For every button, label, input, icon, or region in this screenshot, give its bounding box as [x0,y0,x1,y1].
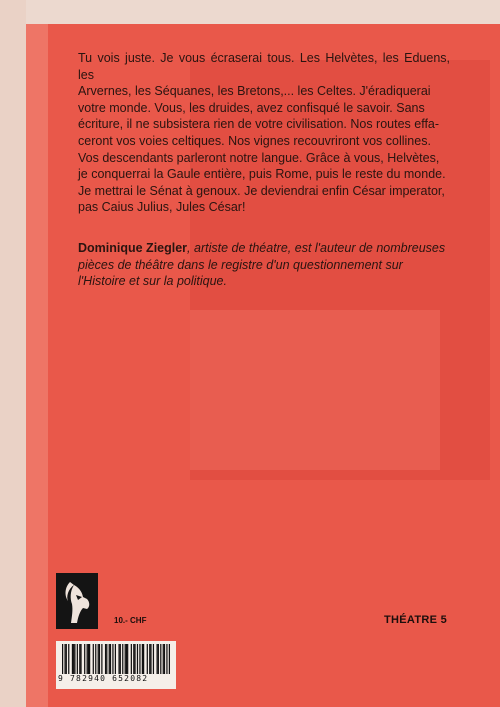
barcode-bar [149,644,150,674]
barcode-bar [74,644,75,674]
author-description: , artiste de théatre, est l'auteur de nombreuses pièces de théâtre dans le registre d'un questionnement sur l'Histoire et sur la politique. [78,241,446,289]
barcode-bar [115,644,116,674]
price-label: 10.- CHF [114,616,147,625]
collection-label: THÉATRE 5 [384,614,448,626]
barcode-bar [84,644,85,674]
barcode-bar [137,644,138,674]
barcode-bar [143,644,144,674]
barcode-bar [79,644,80,674]
barcode-bar [106,644,107,674]
barcode-bar [164,644,165,674]
barcode-bar [80,644,81,674]
barcode-bar [105,644,106,674]
barcode-bar [147,644,148,674]
barcode-bar [77,644,78,674]
publisher-logo [56,573,98,629]
author-name: Dominique Ziegler [78,241,188,255]
barcode-bar [101,644,102,674]
text-line: Je mettrai le Sénat à genoux. Je deviendrai enfin César imperator, [78,183,445,198]
barcode-bar [72,644,73,674]
text-line: Arvernes, les Séquanes, les Bretons,... les Celtes. J'éradiquerai [78,84,431,99]
barcode-bar [122,644,123,674]
barcode-bar [110,644,111,674]
barcode-bar [126,644,127,674]
text-line: écriture, il ne subsistera rien de votre civilisation. Nos routes effa- [78,117,440,132]
barcode-bar [88,644,89,674]
barcode-bar [62,644,63,674]
text-line: votre monde. Vous, les druides, avez confisqué le savoir. Sans [78,100,425,115]
barcode-bar [163,644,164,674]
barcode-bar [134,644,135,674]
text-line: pas Caius Julius, Jules César! [78,200,246,215]
barcode-bar [93,644,94,674]
barcode-bar [87,644,88,674]
barcode-bar [150,644,151,674]
barcode-bar [157,644,158,674]
barcode-bar [109,644,110,674]
red-left-strip [26,24,48,707]
barcode-bar [95,644,96,674]
red-texture-patch [190,310,440,470]
text-line: Vos descendants parleront notre langue. Grâce à vous, Helvètes, [78,150,440,165]
author-bio [78,240,450,290]
ibex-head-icon [56,573,98,629]
barcode-bar [89,644,90,674]
barcode-bars [62,644,182,676]
barcode-bar [66,644,67,674]
barcode-bar [112,644,113,674]
barcode-bar [160,644,161,674]
barcode-bar [118,644,119,674]
back-cover-text [78,50,450,216]
barcode-bar [166,644,167,674]
barcode-bar [169,644,170,674]
text-line: je conquerrai la Gaule entière, puis Rome, puis le reste du monde. [78,167,446,182]
barcode-bar [98,644,99,674]
barcode-bar [99,644,100,674]
barcode-bar [131,644,132,674]
barcode-bar [139,644,140,674]
barcode-bar [127,644,128,674]
barcode-bar [68,644,69,674]
barcode-number: 9 782940 652082 [58,674,149,683]
paper-margin [0,0,26,707]
barcode-bar [142,644,143,674]
barcode-bar [64,644,65,674]
barcode-bar [120,644,121,674]
barcode-bar [158,644,159,674]
text-line: Tu vois juste. Je vous écraserai tous. Les Helvètes, les Eduens, les [78,51,450,82]
text-line: ceront vos voies celtiques. Nos vignes recouvriront vos collines. [78,133,431,148]
barcode-bar [73,644,74,674]
barcode-bar [125,644,126,674]
barcode-bar [133,644,134,674]
barcode-bar [153,644,154,674]
